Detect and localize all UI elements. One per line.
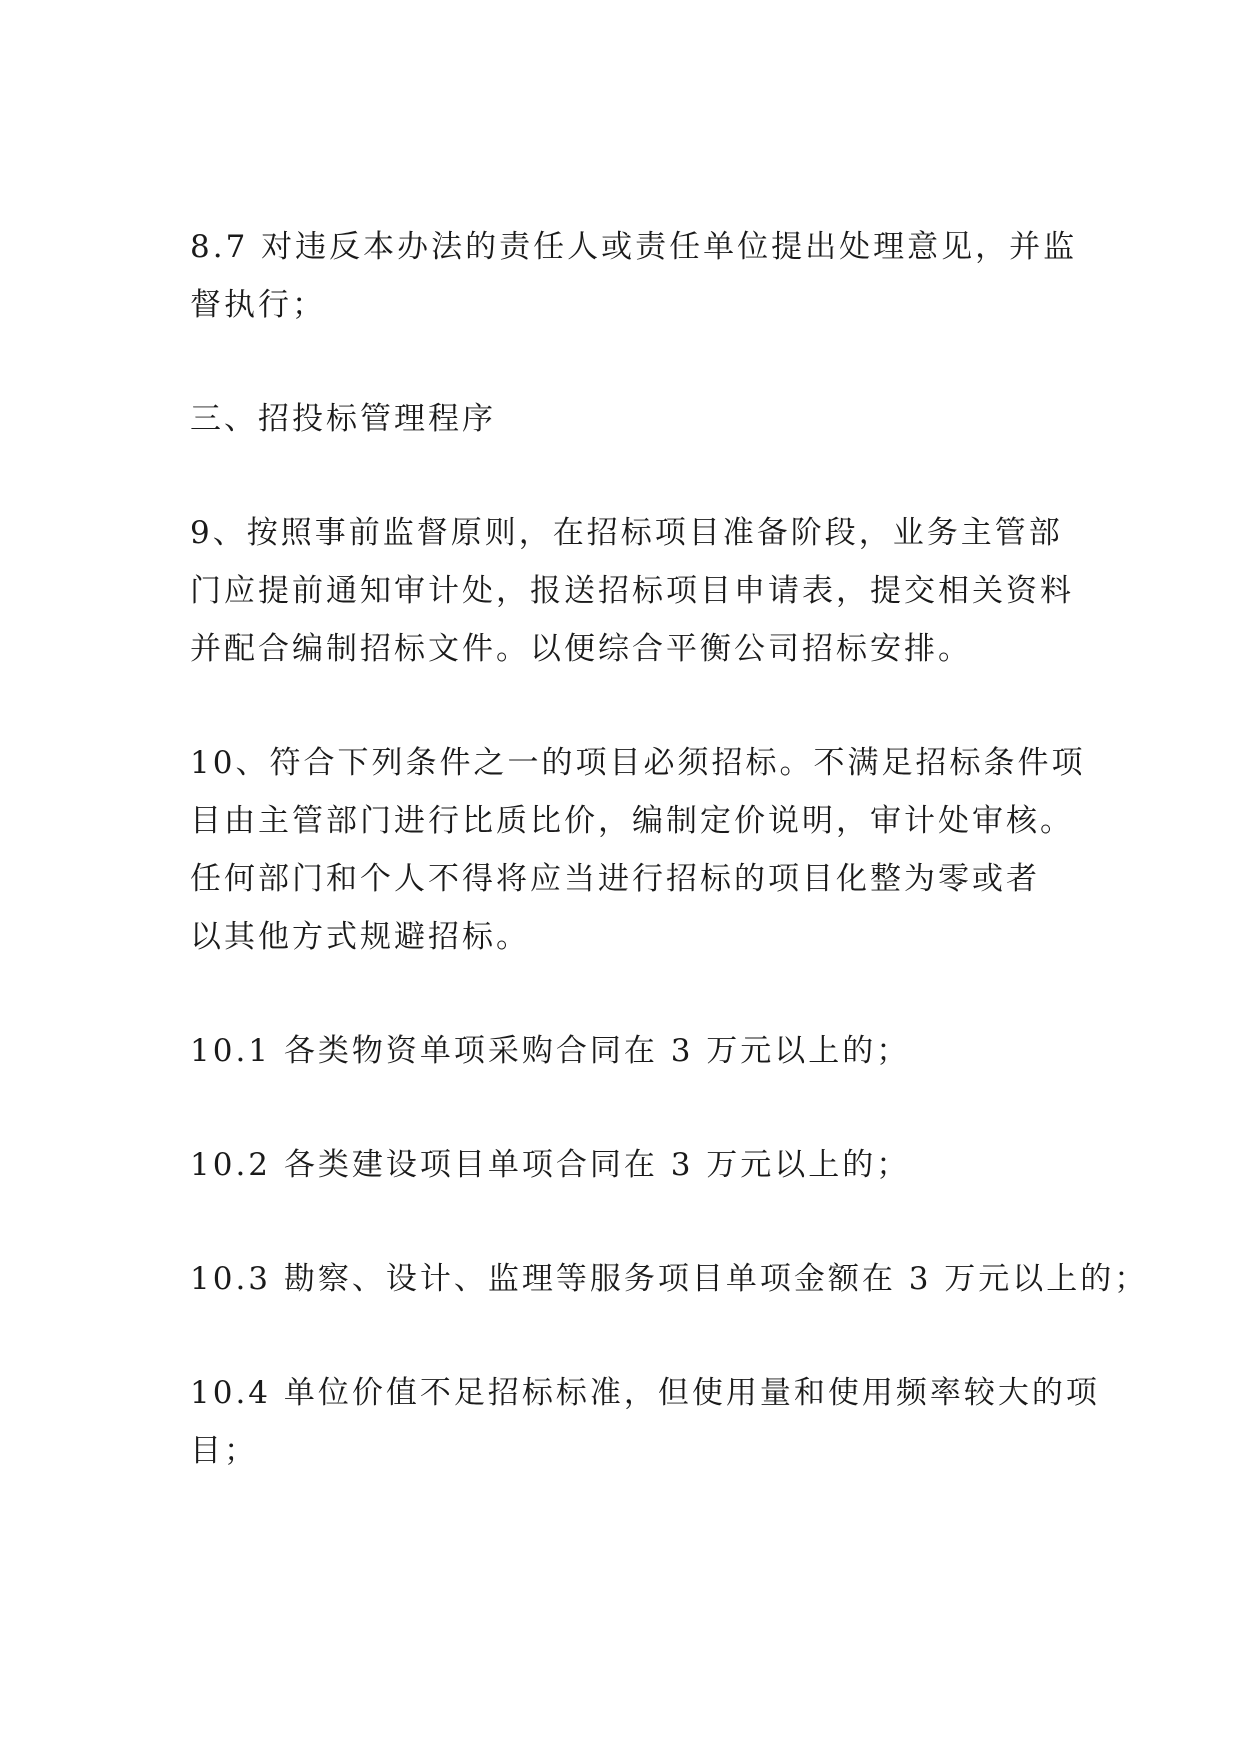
text-line: 10.4 单位价值不足招标标准，但使用量和使用频率较大的项 (190, 1375, 1100, 1411)
text-line: 8.7 对违反本办法的责任人或责任单位提出处理意见，并监 (190, 229, 1078, 265)
paragraph-10-2 (190, 1136, 1060, 1194)
paragraph-8-7 (190, 218, 1078, 334)
text-line: 10.1 各类物资单项采购合同在 3 万元以上的； (190, 1033, 911, 1069)
paragraph-10-4 (190, 1364, 1100, 1480)
text-line: 10.3 勘察、设计、监理等服务项目单项金额在 3 万元以上的； (190, 1261, 1149, 1297)
text-line: 10、符合下列条件之一的项目必须招标。不满足招标条件项 (190, 745, 1086, 781)
text-line: 任何部门和个人不得将应当进行招标的项目化整为零或者 (190, 861, 1040, 897)
section-heading (190, 390, 1060, 448)
text-line: 目； (190, 1433, 258, 1469)
paragraph-10-1 (190, 1022, 1060, 1080)
text-line: 门应提前通知审计处，报送招标项目申请表，提交相关资料 (190, 573, 1074, 609)
paragraph-10-3 (190, 1250, 1149, 1308)
text-line: 督执行； (190, 287, 326, 323)
paragraph-10 (190, 734, 1086, 966)
text-line: 以其他方式规避招标。 (190, 919, 530, 955)
document-body (190, 218, 1149, 1536)
text-line: 并配合编制招标文件。以便综合平衡公司招标安排。 (190, 631, 972, 667)
text-line: 目由主管部门进行比质比价，编制定价说明，审计处审核。 (190, 803, 1074, 839)
text-line: 9、按照事前监督原则，在招标项目准备阶段，业务主管部 (190, 515, 1063, 551)
paragraph-9 (190, 504, 1074, 678)
text-line: 三、招投标管理程序 (190, 401, 496, 437)
text-line: 10.2 各类建设项目单项合同在 3 万元以上的； (190, 1147, 911, 1183)
